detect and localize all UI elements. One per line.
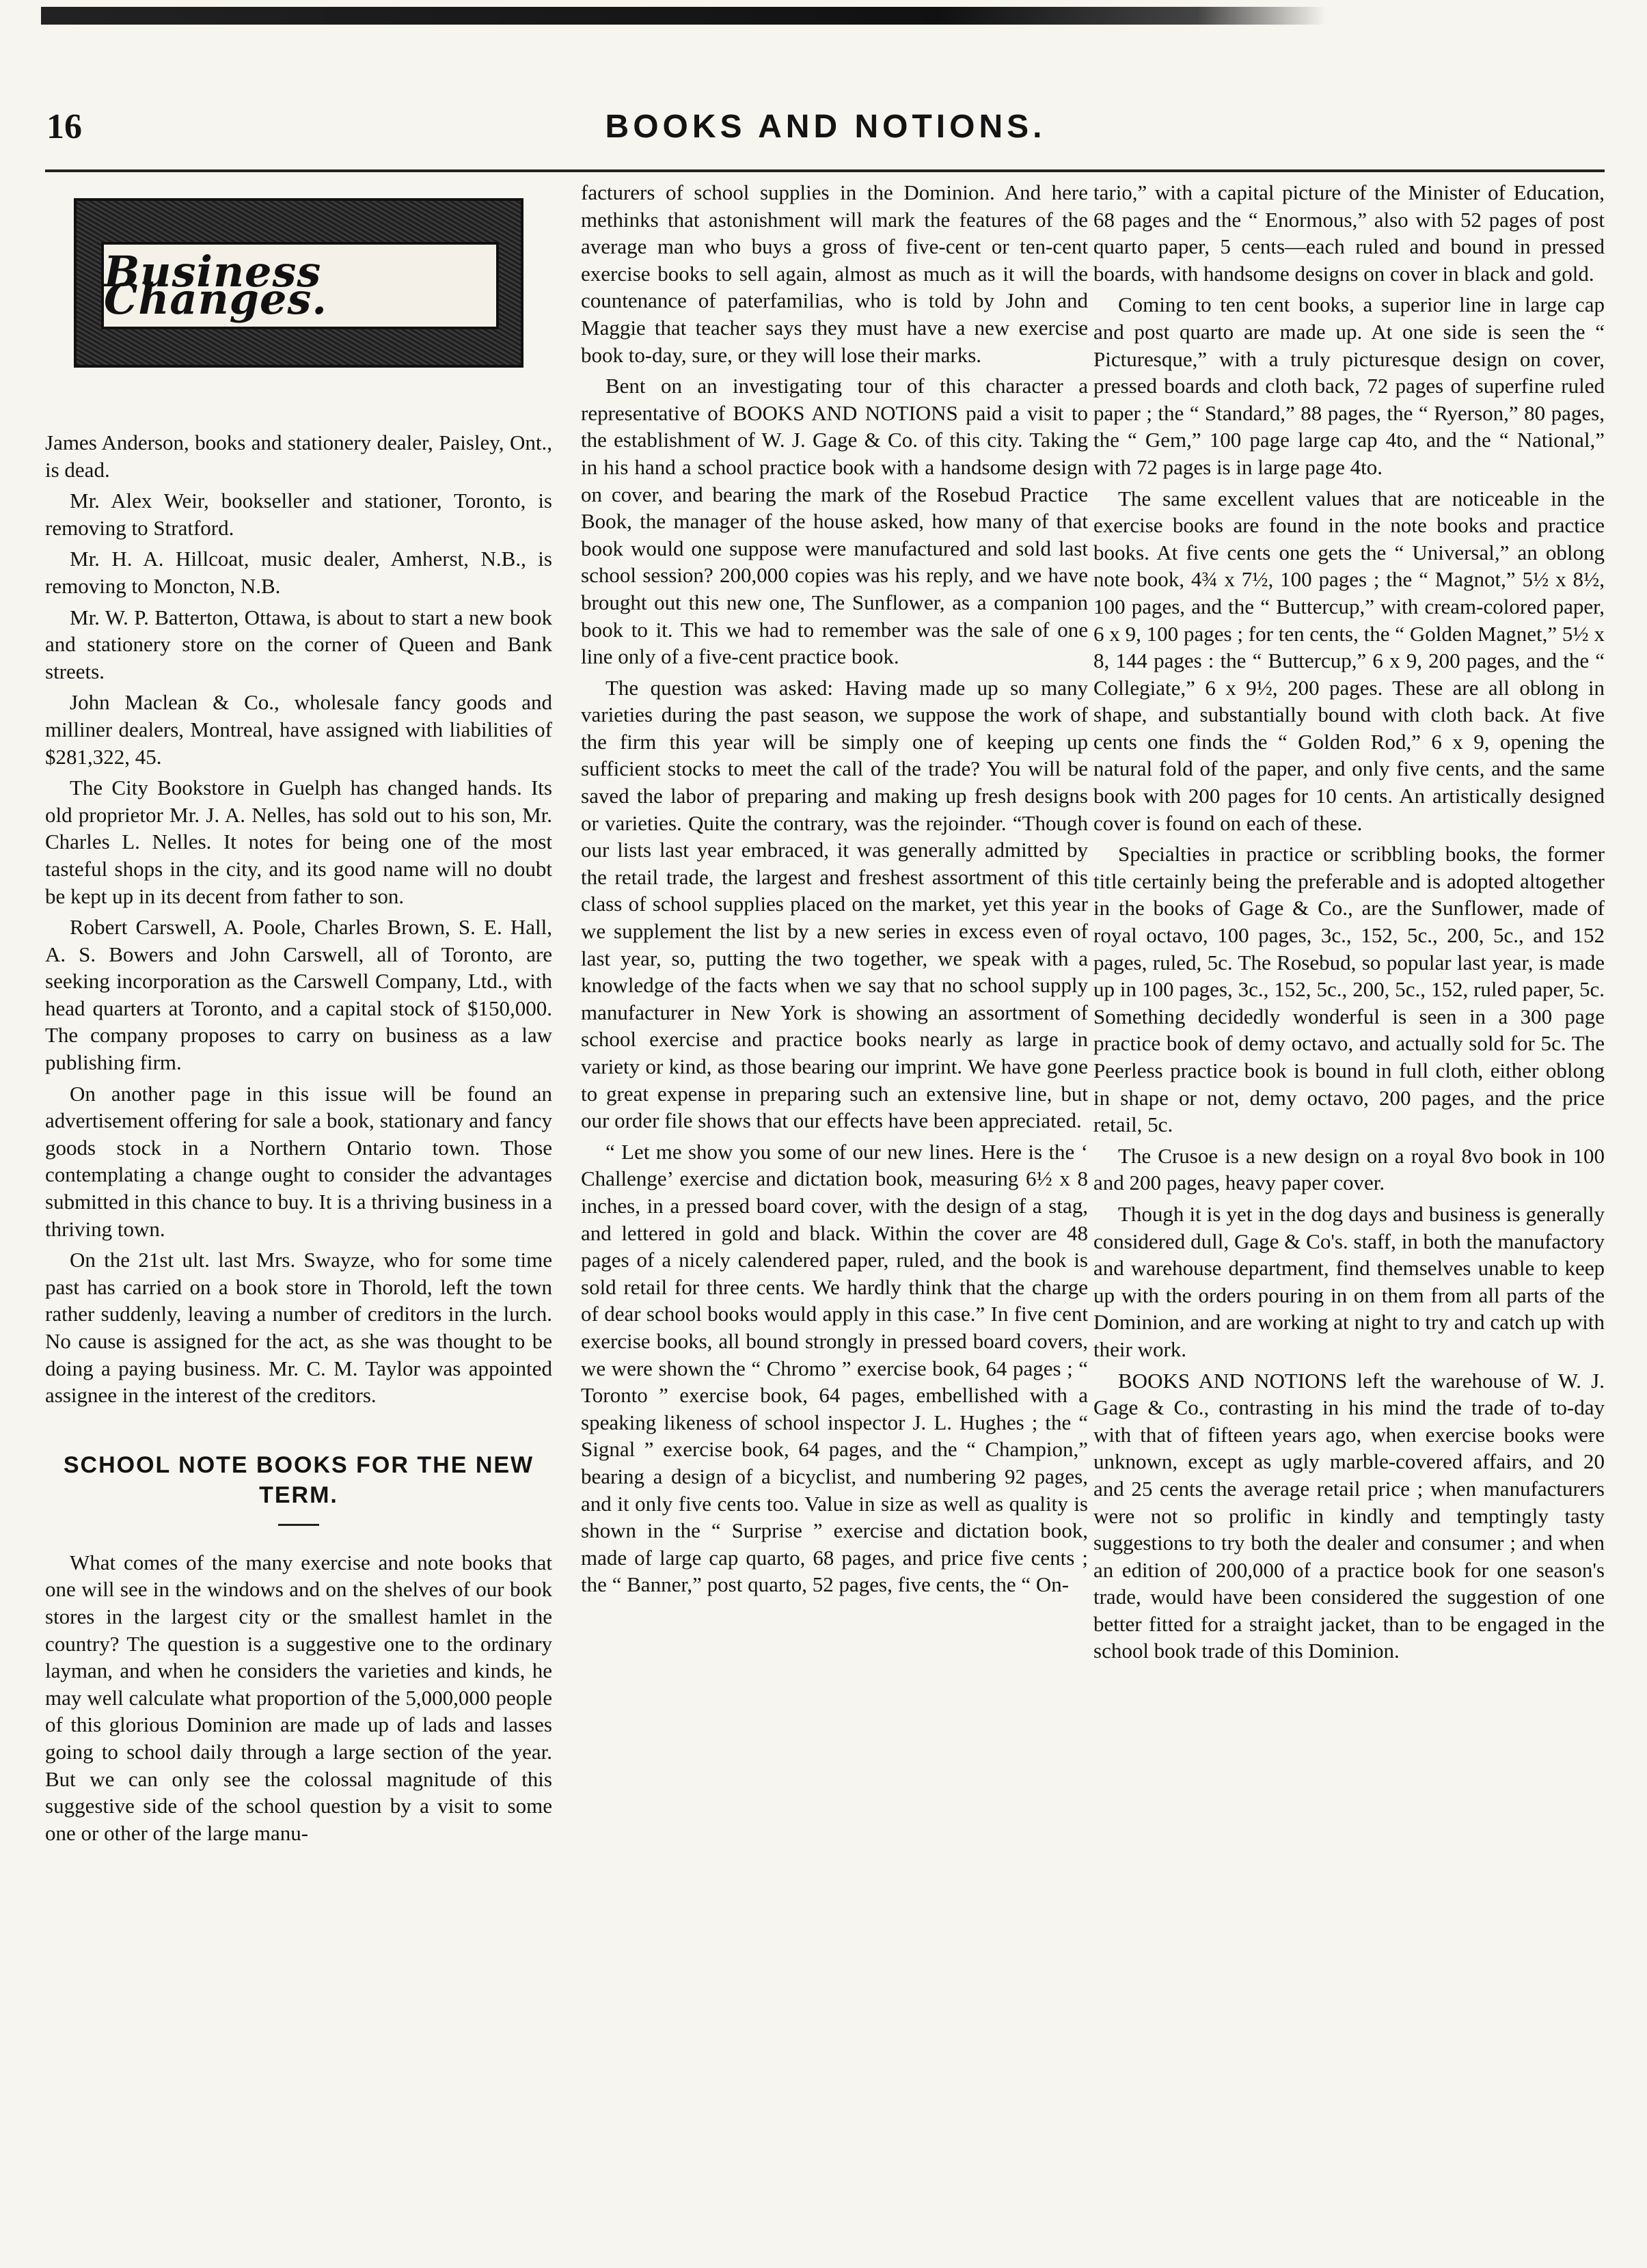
article-paragraph: Coming to ten cent books, a superior line in large cap and post quarto are made up. At one side is seen the “ Picturesque,” with a truly picturesque design on cover, pressed boards and cloth back, 72 pages of superfine ruled paper ; the “ Standard,” 88 pages, the “ Ryerson,” 80 pages, the “ Gem,” 100 page large cap 4to, and the “ National,” with 72 pages is in large page 4to.	[1093, 292, 1605, 479]
scan-top-border	[41, 7, 1326, 25]
notice-paragraph: The City Bookstore in Guelph has changed hands. Its old proprietor Mr. J. A. Nelles, has sold out to his son, Mr. Charles L. Nelles. It notes for being one of the most tasteful shops in the city, and its good name will no doubt be kept up in its decent from father to son.	[45, 776, 552, 908]
banner-plate	[101, 242, 499, 329]
notice-paragraph: John Maclean & Co., wholesale fancy goods and milliner dealers, Montreal, have assigned with liabilities of $281,322, 45.	[45, 690, 552, 769]
business-changes-banner	[74, 198, 523, 368]
header-rule	[45, 169, 1605, 172]
article-paragraph: The question was asked: Having made up so many varieties during the past season, we suppose the work of the firm this year will be simply one of keeping up sufficient stocks to meet the call of the trade? You will be saved the labor of preparing and making up fresh designs or varieties. Quite the contrary, was the rejoinder. “Though our lists last year embraced, it was generally admitted by the retail trade, the largest and freshest assortment of this class of school supplies placed on the market, yet this year we supplement the list by a new series in excess even of last year, so, putting the two together, we speak with a knowledge of the facts when we say that no school supply manufacturer in New York is showing an assortment of school exercise and practice books nearly as large in variety or kind, as those bearing our imprint. We have gone to great expense in preparing such an extensive line, but our order file shows that our effects have been appreciated.	[581, 675, 1088, 1133]
column-2	[581, 179, 1088, 2229]
article-paragraph: The Crusoe is a new design on a royal 8vo book in 100 and 200 pages, heavy paper cover.	[1093, 1143, 1605, 1195]
notice-paragraph: Mr. Alex Weir, bookseller and stationer, Toronto, is removing to Stratford.	[45, 489, 552, 540]
banner-title: Business Changes.	[104, 247, 327, 324]
heading-dash	[278, 1524, 319, 1526]
article-heading: SCHOOL NOTE BOOKS FOR THE NEW TERM.	[63, 1451, 534, 1508]
article-paragraph: tario,” with a capital picture of the Minister of Education, 68 pages and the “ Enormous,” also with 52 pages of post quarto paper, 5 cents—each ruled and bound in pressed boards, with handsome designs on cover in black and gold.	[1093, 180, 1605, 286]
page-number: 16	[46, 107, 82, 146]
article-paragraph: What comes of the many exercise and note books that one will see in the windows and on the shelves of our book stores in the largest city or the smallest hamlet in the country? The question is a suggestive one to the ordinary layman, and when he considers the varieties and kinds, he may well calculate what proportion of the 5,000,000 people of this glorious Dominion are made up of lads and lasses going to school daily through a large section of the year. But we can only see the colossal magnitude of this suggestive side of the school question by a visit to some one or other of the large manu-	[45, 1550, 552, 1845]
article-paragraph: Though it is yet in the dog days and business is generally considered dull, Gage & Co's. staff, in both the manufactory and warehouse department, find themselves unable to keep up with the orders pouring in on them from all parts of the Dominion, and are working at night to try and catch up with their work.	[1093, 1201, 1605, 1361]
running-title: BOOKS AND NOTIONS.	[605, 109, 1046, 145]
page-header	[46, 103, 1605, 157]
notice-paragraph: On another page in this issue will be found an advertisement offering for sale a book, stationary and fancy goods stock in a Northern Ontario town. Those contemplating a change ought to consider the advantages submitted in this chance to buy. It is a thriving business in a thriving town.	[45, 1081, 552, 1241]
notice-paragraph: Mr. H. A. Hillcoat, music dealer, Amherst, N.B., is removing to Moncton, N.B.	[45, 547, 552, 598]
notice-paragraph: Mr. W. P. Batterton, Ottawa, is about to start a new book and stationery store on the corner of Queen and Bank streets.	[45, 605, 552, 683]
notice-paragraph: Robert Carswell, A. Poole, Charles Brown, S. E. Hall, A. S. Bowers and John Carswell, all of Toronto, are seeking incorporation as the Carswell Company, Ltd., with head quarters at Toronto, and a capital stock of $150,000. The company proposes to carry on business as a law publishing firm.	[45, 915, 552, 1075]
column-1	[45, 179, 552, 2229]
article-paragraph: BOOKS AND NOTIONS left the warehouse of W. J. Gage & Co., contrasting in his mind the trade of to-day with that of fifteen years ago, when exercise books were unknown, except as ugly marble-covered affairs, and 20 and 25 cents the average retail price ; when manufacturers were not so prolific in kindly and temptingly tasty suggestions to try both the dealer and consumer ; and when an edition of 200,000 of a practice book for one season's trade, would have been considered the suggestion of one better fitted for a straight jacket, than to be engaged in the school book trade of this Dominion.	[1093, 1368, 1605, 1663]
notice-paragraph: James Anderson, books and stationery dealer, Paisley, Ont., is dead.	[45, 431, 552, 482]
article-paragraph: Bent on an investigating tour of this character a representative of BOOKS AND NOTIONS paid a visit to the establishment of W. J. Gage & Co. of this city. Taking in his hand a school practice book with a handsome design on cover, and bearing the mark of the Rosebud Practice Book, the manager of the house asked, how many of that book would one suppose were manufactured and sold last school session? 200,000 copies was his reply, and we have brought out this new one, The Sunflower, as a companion book to it. This we had to remember was the sale of one line only of a five-cent practice book.	[581, 374, 1088, 669]
article-paragraph: The same excellent values that are noticeable in the exercise books are found in the note books and practice books. At five cents one gets the “ Universal,” an oblong note book, 4¾ x 7½, 100 pages ; the “ Magnot,” 5½ x 8½, 100 pages, and the “ Buttercup,” with cream-colored paper, 6 x 9, 100 pages ; for ten cents, the “ Golden Magnet,” 5½ x 8, 144 pages : the “ Buttercup,” 6 x 9, 200 pages, and the “ Collegiate,” 6 x 9½, 200 pages. These are all oblong in shape, and substantially bound with cloth back. At five cents one finds the “ Golden Rod,” 6 x 9, opening the natural fold of the paper, and only five cents, and the same book with 200 pages for 10 cents. An artistically designed cover is found on each of these.	[1093, 486, 1605, 835]
article-paragraph: facturers of school supplies in the Dominion. And here methinks that astonishment will mark the features of the average man who buys a gross of five-cent or ten-cent exercise books to sell again, almost as much as it will the countenance of paterfamilias, who is told by John and Maggie that teacher says they must have a new exercise book to-day, sure, or they will lose their marks.	[581, 180, 1088, 367]
article-paragraph: Specialties in practice or scribbling books, the former title certainly being the preferable and is adopted altogether in the books of Gage & Co., are the Sunflower, made of royal octavo, 100 pages, 3c., 152, 5c., 200, 5c., and 152 pages, ruled, 5c. The Rosebud, so popular last year, is made up in 100 pages, 3c., 152, 5c., 200, 5c., 152, ruled paper, 5c. Something decidedly wonderful is seen in a 300 page practice book of demy octavo, and actually sold for 5c. The Peerless practice book is bound in full cloth, either oblong in shape or not, demy octavo, 200 pages, and the price retail, 5c.	[1093, 842, 1605, 1137]
article-paragraph: “ Let me show you some of our new lines. Here is the ‘ Challenge’ exercise and dictation book, measuring 6½ x 8 inches, in a pressed board cover, with the design of a stag, and lettered in gold and black. Within the cover are 48 pages of a nicely calendered paper, ruled, and the book is sold retail for three cents. We hardly think that the charge of dear school books would apply in this case.” In five cent exercise books, all bound strongly in pressed board covers, we were shown the “ Chromo ” exercise book, 64 pages ; “ Toronto ” exercise book, 64 pages, embellished with a speaking likeness of school inspector J. L. Hughes ; the “ Signal ” exercise book, 64 pages, and the “ Champion,” bearing a design of a bicyclist, and numbering 92 pages, and it only five cents too. Value in size as well as quality is shown in the “ Surprise ” exercise and dictation book, made of large cap quarto, 68 pages, and price five cents ; the “ Banner,” post quarto, 52 pages, five cents, the “ On-	[581, 1139, 1088, 1597]
column-3	[1093, 179, 1605, 2229]
notice-paragraph: On the 21st ult. last Mrs. Swayze, who for some time past has carried on a book store in Thorold, left the town rather suddenly, leaving a number of creditors in the lurch. No cause is assigned for the act, as she was thought to be doing a paying business. Mr. C. M. Taylor was appointed assignee in the interest of the creditors.	[45, 1248, 552, 1408]
